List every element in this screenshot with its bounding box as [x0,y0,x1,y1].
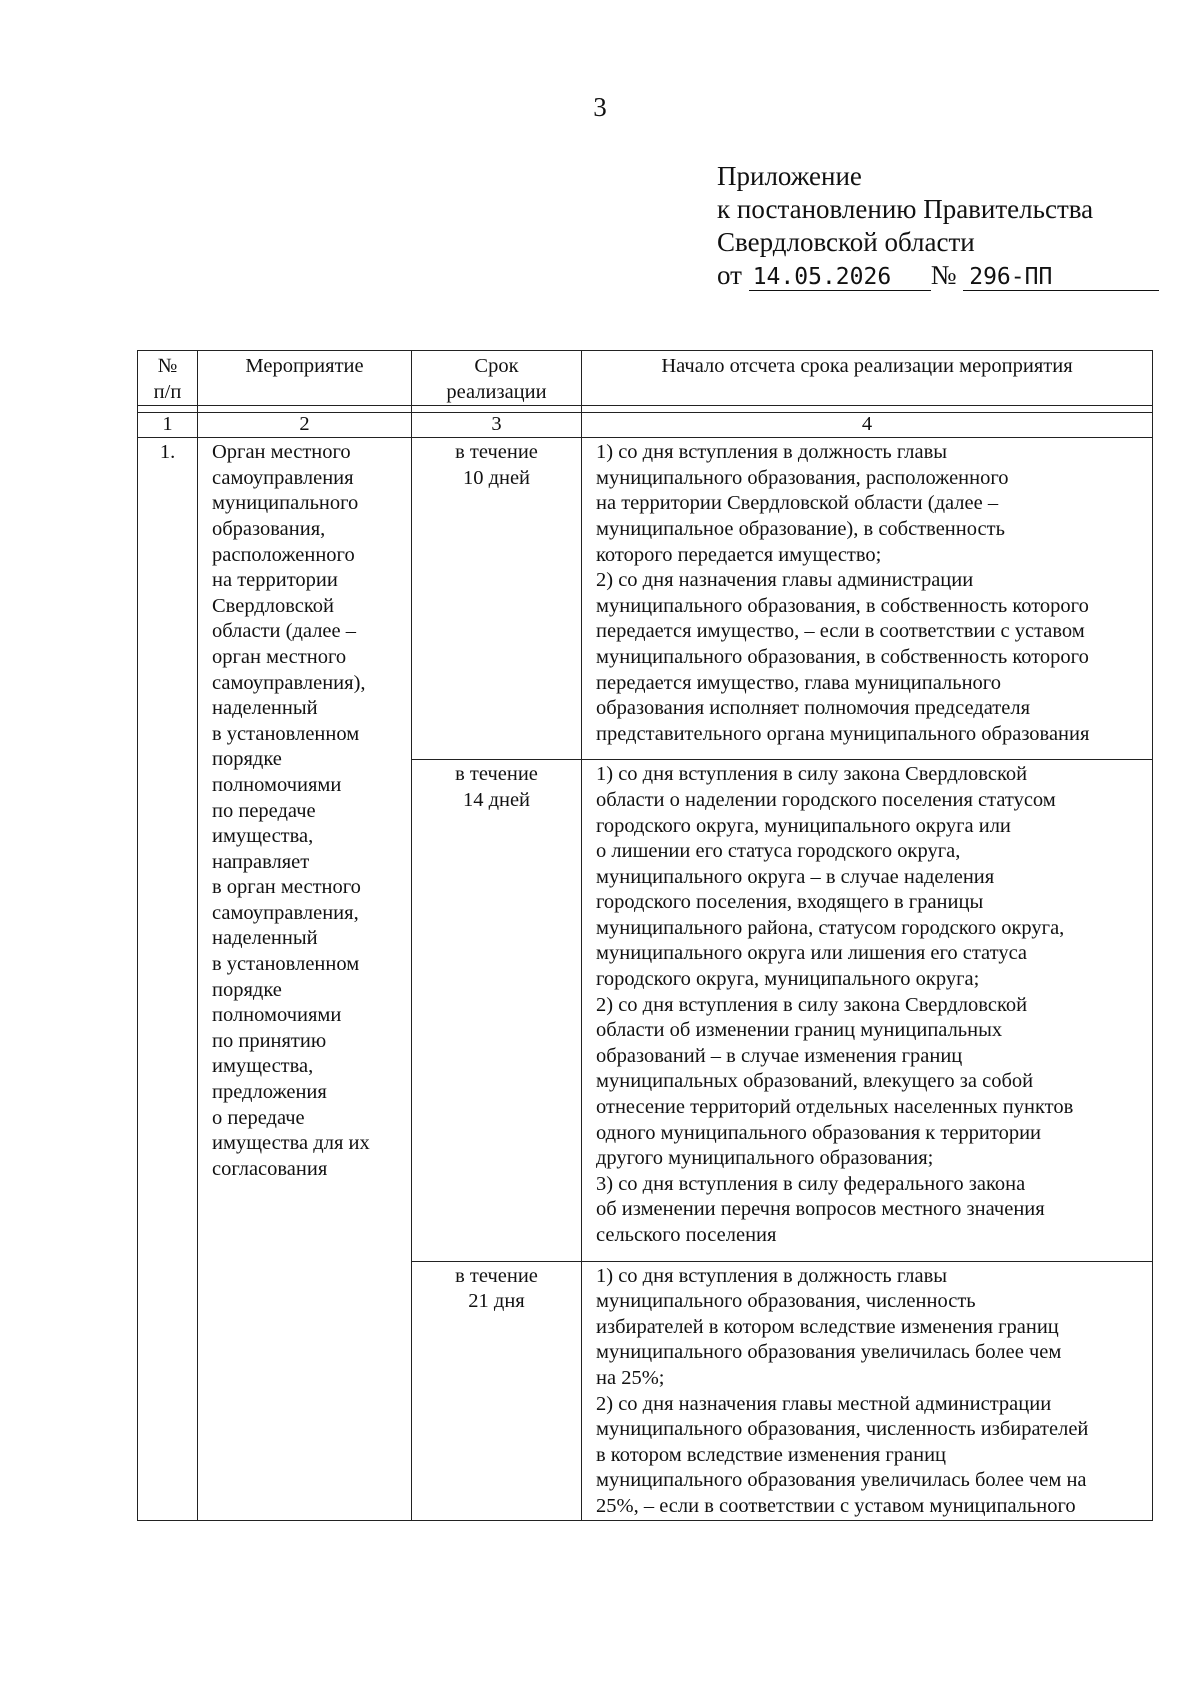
description-text-line: образований – в случае изменения границ [596,1044,963,1067]
event-text-line: полномочиями [212,773,342,796]
description-text-line: отнесение территорий отдельных населенных пунктов [596,1096,1074,1119]
term-cell [412,438,582,760]
description-text-line: муниципального образования, численность [596,1290,976,1313]
event-text-line: полномочиями [212,1004,342,1027]
event-text-line: самоуправления [212,466,354,489]
event-text-line: орган местного [212,645,347,668]
description-text-line: на территории Свердловской области (далее – [596,492,999,515]
event-text-line: порядке [212,748,282,771]
appendix-header [717,160,1159,292]
column-number: 2 [198,413,412,438]
row-number: 1. [138,438,198,1520]
description-text-line: 2) со дня вступления в силу закона Свердловской [596,993,1028,1016]
table-row [138,438,1153,760]
event-text-line: в установленном [212,722,360,745]
description-text-line: избирателей в котором вследствие изменения границ [596,1315,1059,1338]
description-text-line: другого муниципального образования; [596,1147,934,1170]
description-text-line: 2) со дня назначения главы местной администрации [596,1392,1052,1415]
term-text-line: в течение [455,763,538,786]
description-text-line: муниципального округа – в случае наделения [596,865,995,888]
start-description-cell [582,1261,1153,1520]
description-text-line: муниципального образования, расположенного [596,466,1009,489]
header-event: Мероприятие [198,351,412,406]
description-text-line: муниципального округа или лишения его статуса [596,942,1028,965]
event-text-line: в установленном [212,953,360,976]
description-text-line: в котором вследствие изменения границ [596,1443,947,1466]
event-text-line: Орган местного [212,441,351,464]
appendix-title: Приложение [717,161,862,191]
event-text-line: порядке [212,978,282,1001]
event-text-line: по принятию [212,1029,327,1052]
term-text-line: 21 дня [468,1290,525,1313]
description-text-line: муниципальных образований, влекущего за собой [596,1070,1034,1093]
description-text-line: представительного органа муниципального образования [596,722,1090,745]
measures-table [137,350,1153,1521]
event-text-line: имущества, [212,1055,314,1078]
event-text-line: Свердловской [212,594,335,617]
event-text-line: самоуправления, [212,901,359,924]
description-text-line: муниципальное образование), в собственность [596,517,1005,540]
event-text-line: образования, [212,517,326,540]
event-text-line: в орган местного [212,876,361,899]
event-text-line: муниципального [212,492,359,515]
term-cell [412,760,582,1261]
description-text-line: муниципального образования, в собственность которого [596,594,1089,617]
description-text-line: передается имущество, – если в соответствии с уставом [596,620,1085,643]
appendix-line: Свердловской области [717,227,975,257]
event-text-line: о передаче [212,1106,305,1129]
term-text-line: в течение [455,1264,538,1287]
description-text-line: муниципального образования увеличилась более чем на [596,1469,1087,1492]
description-text-line: муниципального образования, в собственность которого [596,645,1089,668]
column-number: 1 [138,413,198,438]
appendix-line: к постановлению Правительства [717,194,1094,224]
description-text-line: передается имущество, глава муниципального [596,671,1001,694]
event-text-line: на территории [212,569,338,592]
description-text-line: образования исполняет полномочия председателя [596,697,1031,720]
number-sign: № [930,260,957,290]
header-gap [138,406,1153,413]
header-term [412,351,582,406]
description-text-line: муниципального образования увеличилась более чем [596,1341,1062,1364]
description-text-line: одного муниципального образования к территории [596,1121,1042,1144]
header-num [138,351,198,406]
description-text-line: области об изменении границ муниципальных [596,1019,1003,1042]
header-term-line: реализации [446,380,547,403]
event-text-line: согласования [212,1157,328,1180]
header-term-line: Срок [474,355,519,377]
description-text-line: городского поселения, входящего в границы [596,891,984,914]
event-text-line: имущества для их [212,1132,370,1155]
decree-date: 14.05.2026 [749,264,931,291]
date-prefix: от [717,260,742,290]
event-text-line: имущества, [212,825,314,848]
term-cell [412,1261,582,1520]
event-text-line: направляет [212,850,310,873]
description-text-line: 3) со дня вступления в силу федерального закона [596,1172,1026,1195]
event-text-line: области (далее – [212,620,356,643]
description-text-line: 2) со дня назначения главы администрации [596,569,974,592]
description-text-line: муниципального образования, численность избирателей [596,1418,1089,1441]
header-num-line: № [157,355,178,377]
description-text-line: муниципального района, статусом городского округа, [596,916,1065,939]
description-text-line: области о наделении городского поселения статусом [596,788,1056,811]
header-start: Начало отсчета срока реализации мероприятия [582,351,1153,406]
table-header-row [138,351,1153,406]
event-text-line: по передаче [212,799,316,822]
decree-number: 296-ПП [963,264,1159,291]
column-number-row [138,413,1153,438]
description-text-line: на 25%; [596,1366,665,1389]
event-text-line: наделенный [212,697,318,720]
description-text-line: о лишении его статуса городского округа, [596,840,961,863]
page-number: 3 [593,92,607,122]
description-text-line: 1) со дня вступления в должность главы [596,441,948,464]
description-text-line: 1) со дня вступления в должность главы [596,1264,948,1287]
term-text-line: в течение [455,441,538,464]
header-num-line: п/п [153,380,182,403]
event-text-line: расположенного [212,543,355,566]
event-cell [198,438,412,1520]
event-text-line: наделенный [212,927,318,950]
event-text-line: самоуправления), [212,671,366,694]
event-text-line: предложения [212,1081,327,1104]
description-text-line: 1) со дня вступления в силу закона Свердловской [596,763,1028,786]
description-text-line: об изменении перечня вопросов местного значения [596,1198,1045,1221]
description-text-line: сельского поселения [596,1224,777,1246]
column-number: 4 [582,413,1153,438]
column-number: 3 [412,413,582,438]
description-text-line: которого передается имущество; [596,543,882,566]
description-text-line: городского округа, муниципального округа или [596,814,1011,837]
description-text-line: городского округа, муниципального округа; [596,968,980,991]
description-text-line: 25%, – если в соответствии с уставом муниципального [596,1494,1076,1517]
term-text-line: 10 дней [462,466,531,489]
start-description-cell [582,438,1153,760]
appendix-date-line [717,259,1159,292]
term-text-line: 14 дней [462,788,531,811]
start-description-cell [582,760,1153,1261]
